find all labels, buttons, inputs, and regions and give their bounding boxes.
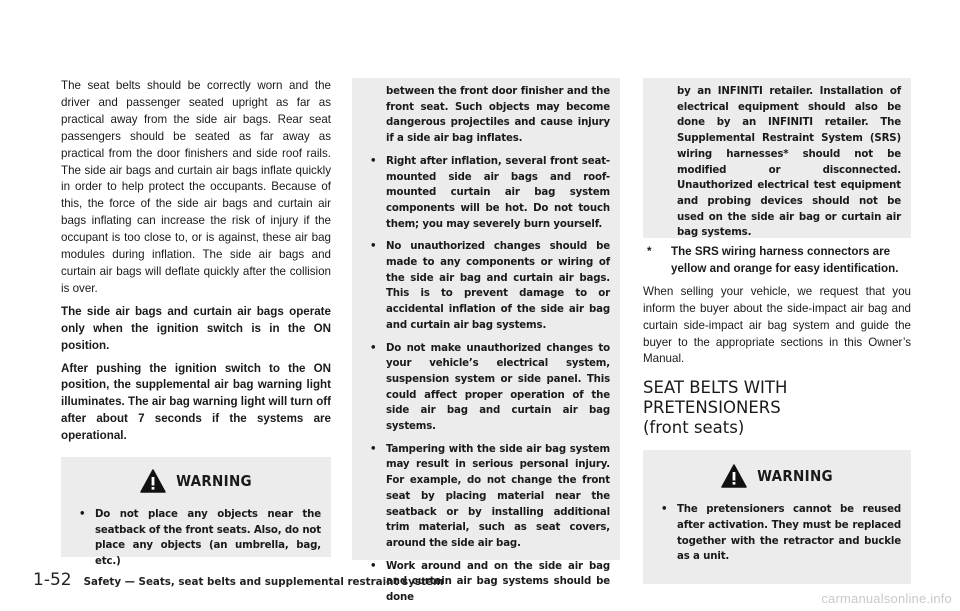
warning-triangle-icon	[140, 469, 166, 493]
bullet-marker: •	[79, 509, 86, 521]
bullet-marker: •	[370, 560, 377, 572]
warning-item-text: Right after inflation, several front seat-mounted side air bags and roof-mounted curtain air bag system components will be hot. Do not touch them; you may severely burn yourself.	[386, 155, 610, 230]
watermark: carmanualsonline.info	[821, 591, 952, 606]
warning-item	[653, 502, 901, 565]
column-3	[643, 78, 911, 584]
page-number: 1-52	[33, 570, 72, 590]
warning-box	[643, 450, 911, 584]
footer-section-title: Safety — Seats, seat belts and supplemental restraint system	[83, 576, 444, 588]
paragraph-seat-belt-position: The seat belts should be correctly worn and the driver and passenger seated upright as far as practical away from the side air bags. Rear seat passengers should be seated as far away as practical from the door finishers and side roof rails. The side air bags and curtain air bags inflate quickly in order to help protect the occupants. Because of this, the force of the side air bags and curtain air bags inflating can increase the risk of injury if the occupant is too close to, or is against, these air bag modules during inflation. The side air bags and curtain air bags will deflate quickly after the collision is over.	[61, 79, 331, 295]
paragraph-selling-vehicle: When selling your vehicle, we request that you inform the buyer about the side-impact air bag and curtain side-impact air bag system and guide the buyer to the appropriate sections in this Owner’s Manual.	[643, 284, 911, 366]
footnote	[643, 244, 911, 278]
warning-item-text: No unauthorized changes should be made to any components or wiring of the side air bag and curtain air bags. This is to prevent damage to or accidental inflation of the side air bag and curtain air bag systems.	[386, 241, 610, 331]
warning-header	[653, 464, 901, 488]
warning-item-text: Work around and on the side air bag and curtain air bag systems should be done	[386, 560, 610, 604]
warning-list	[362, 84, 610, 606]
warning-label: WARNING	[757, 466, 833, 485]
paragraph-warning-light: After pushing the ignition switch to the ON position, the supplemental air bag warning light illuminates. The air bag warning light will turn off after about 7 seconds if the systems are operational.	[61, 361, 331, 443]
warning-item-text: Tampering with the side air bag system may result in serious personal injury. For example, do not change the front seat by placing material near the seatback or by installing additional trim material, such as seat covers, around the side air bag.	[386, 443, 610, 549]
warning-header	[71, 469, 321, 493]
warning-item-text: between the front door finisher and the front seat. Such objects may become dangerous projectiles and cause injury if a side air bag inflates.	[386, 86, 610, 145]
footnote-text: The SRS wiring harness connectors are yellow and orange for easy identification.	[671, 245, 899, 275]
warning-item-text: by an INFINITI retailer. Installation of electrical equipment should also be done by an INFINITI retailer. The Supplemental Restraint System (SRS) wiring harnesses* should not be modified or disconnected. Unauthorized electrical test equipment and probing devices should not be used on the side air bag or curtain air bag systems.	[677, 86, 901, 239]
section-heading-line-2: (front seats)	[643, 418, 745, 438]
warning-item-text: Do not place any objects near the seatback of the front seats. Also, do not place any objects (an umbrella, bag, etc.)	[95, 509, 321, 568]
bullet-marker: •	[370, 155, 377, 167]
column-1	[61, 78, 331, 568]
bullet-marker: •	[370, 443, 377, 455]
warning-list	[653, 502, 901, 565]
warning-item-text: The pretensioners cannot be reused after activation. They must be replaced together with the retractor and buckle as a unit.	[677, 504, 901, 563]
warning-continuation	[643, 78, 911, 238]
warning-item	[362, 442, 610, 552]
page-footer	[33, 570, 444, 590]
warning-list	[653, 84, 901, 241]
warning-item-text: Do not make unauthorized changes to your vehicle’s electrical system, suspension system or side panel. This could affect proper operation of the side air bag and curtain air bag systems.	[386, 342, 610, 433]
bullet-marker: •	[370, 241, 377, 253]
section-heading-line-1: SEAT BELTS WITH PRETENSIONERS	[643, 378, 788, 418]
warning-item	[362, 154, 610, 233]
section-heading	[643, 378, 911, 438]
warning-continuation	[352, 78, 620, 604]
warning-item-continued	[362, 84, 610, 147]
warning-label: WARNING	[176, 471, 252, 490]
paragraph-ignition-on: The side air bags and curtain air bags operate only when the ignition switch is in the ON position.	[61, 304, 331, 352]
warning-triangle-icon	[721, 464, 747, 488]
warning-item-continued	[653, 84, 901, 241]
warning-list	[71, 507, 321, 570]
footnote-marker: *	[647, 245, 652, 258]
warning-item	[362, 341, 610, 435]
bullet-marker: •	[661, 504, 668, 516]
warning-box	[61, 457, 331, 568]
warning-item	[71, 507, 321, 570]
bullet-marker: •	[370, 342, 377, 354]
warning-item	[362, 239, 610, 333]
